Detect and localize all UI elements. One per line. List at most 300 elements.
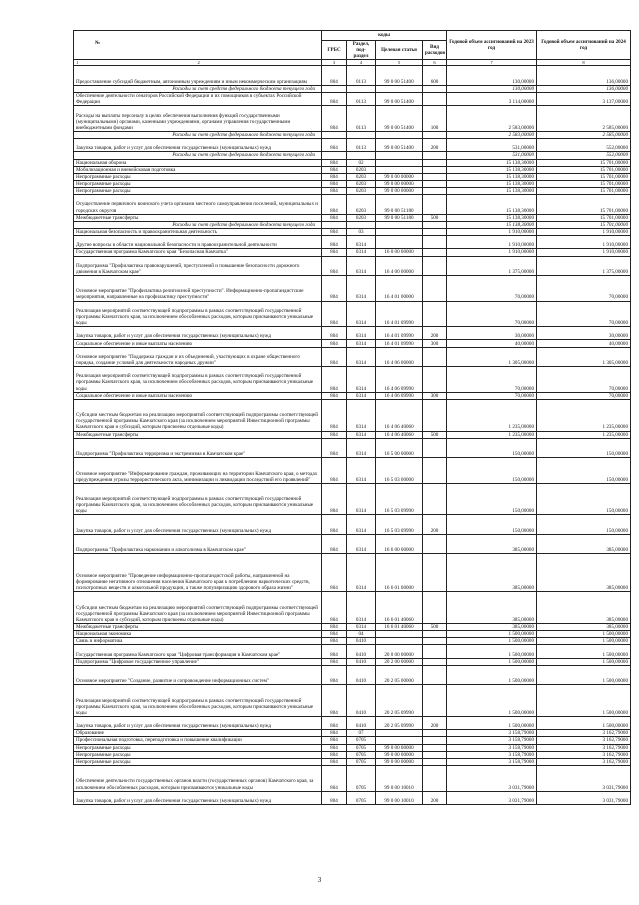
row-exp-type-cell (423, 367, 447, 393)
row-article-cell: 99 0 00 51400 (376, 93, 423, 106)
row-article-cell (376, 730, 423, 737)
row-y2024-cell: 552,00000 (537, 152, 631, 159)
row-y2024-cell: 1 235,00000 (537, 399, 631, 431)
row-exp-type-cell (423, 228, 447, 235)
row-exp-type-cell: 500 (423, 431, 447, 438)
row-name-cell: Государственная программа Камчатского края "Безопасная Камчатка" (74, 249, 322, 256)
row-y2023-cell: 1 910,00000 (447, 236, 537, 249)
table-row (74, 458, 631, 484)
row-exp-type-cell: 200 (423, 791, 447, 804)
row-section-cell: 0314 (347, 623, 376, 630)
row-y2023-cell: 15 138,30000 (447, 195, 537, 214)
index-cell: 3 (322, 60, 347, 66)
row-name-cell: Осуществление первичного воинского учета органами местного самоуправления поселений, муниципальных и городских округов (74, 195, 322, 214)
row-y2024-cell: 15 701,00000 (537, 159, 631, 166)
table-row (74, 347, 631, 366)
row-grbs-cell: 804 (322, 249, 347, 256)
page-number: 3 (317, 876, 322, 884)
row-article-cell: 99 0 00 51400 (376, 106, 423, 132)
row-section-cell: 0314 (347, 483, 376, 515)
row-name-cell: Реализация мероприятий соответствующей подпрограммы в рамках соответствующей государственной программы Камчатского края, за исключением обособленных расходов, которым присваиваются уникальные коды (74, 483, 322, 515)
row-y2024-cell: 150,00000 (537, 458, 631, 484)
row-section-cell: 0113 (347, 139, 376, 152)
row-grbs-cell: 804 (322, 66, 347, 85)
row-exp-type-cell (423, 534, 447, 553)
row-article-cell: 16 4 01 09990 (376, 327, 423, 340)
row-article-cell: 99 0 00 10010 (376, 791, 423, 804)
row-y2023-cell: 15 138,30000 (447, 173, 537, 180)
row-y2023-cell: 15 138,30000 (447, 166, 537, 173)
row-section-cell: 03 (347, 228, 376, 235)
row-article-cell: 16 4 06 40060 (376, 399, 423, 431)
row-name-cell: Национальная оборона (74, 159, 322, 166)
row-article-cell: 20 2 05 09990 (376, 685, 423, 717)
row-name-cell: Непрограммные расходы (74, 180, 322, 187)
row-grbs-cell: 804 (322, 515, 347, 534)
row-name-cell: Профессиональная подготовка, переподготовка и повышение квалификации (74, 737, 322, 744)
row-name-cell: Межбюджетные трансферты (74, 623, 322, 630)
row-y2023-cell: 3 158,79000 (447, 730, 537, 737)
row-exp-type-cell: 200 (423, 717, 447, 730)
row-name-cell: Расходы за счет средств федерального бюджета текущего года (74, 85, 322, 92)
row-y2023-cell: 1 375,00000 (447, 256, 537, 275)
row-grbs-cell: 804 (322, 228, 347, 235)
row-article-cell (376, 221, 423, 228)
table-note-row (74, 152, 631, 159)
row-y2023-cell: 70,00000 (447, 367, 537, 393)
row-name-cell: Подпрограмма "Профилактика правонарушений, преступлений и повышение безопасности дорожного движения в Камчатском крае" (74, 256, 322, 275)
row-name-cell: Основное мероприятие "Создание, развитие и сопровождение информационных систем" (74, 665, 322, 684)
table-note-row (74, 131, 631, 138)
row-y2023-cell: 3 158,79000 (447, 737, 537, 744)
table-row (74, 744, 631, 751)
row-y2023-cell: 40,00000 (447, 340, 537, 347)
table-row (74, 66, 631, 85)
row-y2024-cell: 150,00000 (537, 515, 631, 534)
table-row (74, 483, 631, 515)
row-section-cell: 02 (347, 159, 376, 166)
row-article-cell (376, 236, 423, 249)
row-grbs-cell: 804 (322, 554, 347, 592)
row-section-cell: 0314 (347, 275, 376, 301)
row-article-cell: 20 0 00 00000 (376, 645, 423, 658)
row-y2023-cell: 1 500,00000 (447, 665, 537, 684)
row-section-cell: 0314 (347, 554, 376, 592)
header-grbs: ГРБС (322, 41, 347, 60)
row-exp-type-cell (423, 744, 447, 751)
row-section-cell: 0203 (347, 166, 376, 173)
row-y2024-cell: 2 585,00000 (537, 106, 631, 132)
row-y2023-cell: 3 031,79000 (447, 766, 537, 792)
row-y2024-cell: 40,00000 (537, 340, 631, 347)
row-name-cell: Мобилизационная и вневойсковая подготовка (74, 166, 322, 173)
row-grbs-cell: 804 (322, 645, 347, 658)
row-name-cell: Закупка товаров, работ и услуг для обеспечения государственных (муниципальных) нужд (74, 791, 322, 804)
table-row (74, 515, 631, 534)
row-article-cell: 99 0 00 00000 (376, 744, 423, 751)
row-grbs-cell: 804 (322, 327, 347, 340)
row-y2024-cell: 3 162,79000 (537, 751, 631, 758)
row-y2023-cell: 2 583,00000 (447, 131, 537, 138)
row-name-cell: Непрограммные расходы (74, 758, 322, 765)
row-article-cell: 16 4 01 09990 (376, 301, 423, 327)
row-y2024-cell: 3 031,79000 (537, 766, 631, 792)
row-y2023-cell: 130,00000 (447, 85, 537, 92)
row-name-cell: Подпрограмма "Профилактика наркомании и алкоголизма в Камчатском крае" (74, 534, 322, 553)
row-section-cell: 0314 (347, 399, 376, 431)
row-name-cell: Социальное обеспечение и иные выплаты населению (74, 340, 322, 347)
row-section-cell: 0203 (347, 188, 376, 195)
row-grbs-cell: 804 (322, 173, 347, 180)
row-y2023-cell: 15 138,30000 (447, 159, 537, 166)
table-row (74, 392, 631, 399)
row-article-cell: 99 0 00 51400 (376, 66, 423, 85)
row-exp-type-cell (423, 751, 447, 758)
row-section-cell: 0314 (347, 367, 376, 393)
row-section-cell: 0314 (347, 256, 376, 275)
row-y2023-cell: 15 138,30000 (447, 221, 537, 228)
table-row (74, 256, 631, 275)
row-y2023-cell: 15 138,30000 (447, 188, 537, 195)
row-article-cell: 16 5 03 00000 (376, 458, 423, 484)
row-y2024-cell: 70,00000 (537, 367, 631, 393)
row-y2024-cell: 15 701,00000 (537, 180, 631, 187)
table-row (74, 534, 631, 553)
index-cell: 8 (537, 60, 631, 66)
row-article-cell: 16 6 00 00000 (376, 534, 423, 553)
row-exp-type-cell: 500 (423, 623, 447, 630)
row-section-cell: 0410 (347, 665, 376, 684)
row-y2024-cell: 2 585,00000 (537, 131, 631, 138)
row-y2024-cell: 1 910,00000 (537, 236, 631, 249)
row-exp-type-cell: 600 (423, 66, 447, 85)
table-row (74, 554, 631, 592)
row-article-cell: 20 2 05 00000 (376, 665, 423, 684)
row-name-cell: Расходы за счет средств федерального бюджета текущего года (74, 221, 322, 228)
row-article-cell: 99 0 00 10010 (376, 766, 423, 792)
row-name-cell: Подпрограмма "Профилактика терроризма и экстремизма в Камчатском крае" (74, 438, 322, 457)
row-section-cell: 0113 (347, 106, 376, 132)
row-y2024-cell: 385,00000 (537, 534, 631, 553)
row-grbs-cell: 804 (322, 623, 347, 630)
row-y2023-cell: 1 500,00000 (447, 645, 537, 658)
row-exp-type-cell (423, 766, 447, 792)
row-grbs-cell (322, 221, 347, 228)
table-row (74, 139, 631, 152)
row-exp-type-cell (423, 483, 447, 515)
row-exp-type-cell (423, 159, 447, 166)
row-exp-type-cell: 100 (423, 106, 447, 132)
row-name-cell: Расходы за счет средств федерального бюджета текущего года (74, 131, 322, 138)
row-article-cell (376, 166, 423, 173)
row-y2023-cell: 150,00000 (447, 483, 537, 515)
table-row (74, 717, 631, 730)
row-y2024-cell: 15 701,00000 (537, 166, 631, 173)
row-grbs-cell: 804 (322, 180, 347, 187)
table-row (74, 399, 631, 431)
header-article: Целевая статья (376, 41, 423, 60)
row-exp-type-cell (423, 638, 447, 645)
row-y2023-cell: 3 158,79000 (447, 751, 537, 758)
row-y2024-cell: 1 235,00000 (537, 431, 631, 438)
table-row (74, 106, 631, 132)
row-y2023-cell: 15 138,30000 (447, 180, 537, 187)
row-y2024-cell: 15 701,00000 (537, 173, 631, 180)
row-section-cell: 0314 (347, 438, 376, 457)
row-y2024-cell: 385,00000 (537, 554, 631, 592)
row-exp-type-cell (423, 592, 447, 624)
row-exp-type-cell: 300 (423, 392, 447, 399)
table-row (74, 737, 631, 744)
row-y2024-cell: 3 031,79000 (537, 791, 631, 804)
table-row (74, 236, 631, 249)
row-grbs-cell: 804 (322, 658, 347, 665)
row-exp-type-cell: 200 (423, 139, 447, 152)
row-grbs-cell: 804 (322, 159, 347, 166)
row-y2023-cell: 130,00000 (447, 66, 537, 85)
row-y2023-cell: 3 114,00000 (447, 93, 537, 106)
row-grbs-cell: 804 (322, 458, 347, 484)
row-exp-type-cell (423, 85, 447, 92)
row-y2023-cell: 531,00000 (447, 152, 537, 159)
row-section-cell: 0314 (347, 431, 376, 438)
row-exp-type-cell (423, 131, 447, 138)
row-exp-type-cell (423, 685, 447, 717)
header-num: № (94, 40, 101, 47)
header-codes: коды (322, 31, 447, 41)
row-exp-type-cell (423, 188, 447, 195)
row-y2024-cell: 1 910,00000 (537, 228, 631, 235)
row-y2023-cell: 385,00000 (447, 623, 537, 630)
table-row (74, 249, 631, 256)
row-section-cell: 0314 (347, 347, 376, 366)
row-name-cell: Основное мероприятие "Профилактика религиозной преступности". Информационно-пропагандистские мероприятия, направленные на профилактику преступности" (74, 275, 322, 301)
table-row (74, 623, 631, 630)
row-name-cell: Обеспечение деятельности государственных органов власти (государственных органов) Камчатского края, за исключением обособленных расходов, которым присваиваются уникальные коды (74, 766, 322, 792)
row-grbs-cell (322, 152, 347, 159)
row-y2024-cell: 15 701,00000 (537, 188, 631, 195)
row-name-cell: Непрограммные расходы (74, 173, 322, 180)
row-grbs-cell: 804 (322, 730, 347, 737)
row-exp-type-cell (423, 301, 447, 327)
row-y2023-cell: 1 910,00000 (447, 228, 537, 235)
row-exp-type-cell (423, 438, 447, 457)
row-name-cell: Государственная программа Камчатского края "Цифровая трансформация в Камчатском крае" (74, 645, 322, 658)
row-article-cell: 99 0 00 00000 (376, 758, 423, 765)
row-exp-type-cell (423, 737, 447, 744)
row-exp-type-cell (423, 399, 447, 431)
row-grbs-cell: 804 (322, 534, 347, 553)
table-row (74, 228, 631, 235)
row-article-cell: 20 2 00 00000 (376, 658, 423, 665)
row-section-cell: 0705 (347, 791, 376, 804)
row-exp-type-cell (423, 275, 447, 301)
row-grbs-cell: 804 (322, 631, 347, 638)
row-grbs-cell: 804 (322, 638, 347, 645)
row-grbs-cell: 804 (322, 166, 347, 173)
budget-table (73, 30, 631, 805)
row-grbs-cell: 804 (322, 665, 347, 684)
row-y2023-cell: 70,00000 (447, 301, 537, 327)
table-row (74, 730, 631, 737)
row-grbs-cell: 804 (322, 744, 347, 751)
row-grbs-cell: 804 (322, 717, 347, 730)
row-y2023-cell: 1 235,00000 (447, 399, 537, 431)
header-section: Раздел, под-раздел (347, 41, 376, 60)
row-exp-type-cell (423, 730, 447, 737)
row-name-cell: Основное мероприятие "Информирование граждан, проживающих на территории Камчатского края, о методах предупреждения угрозы террористического акта, минимизации и ликвидации последствий его проявлений" (74, 458, 322, 484)
row-grbs-cell: 804 (322, 392, 347, 399)
index-cell: 7 (447, 60, 537, 66)
row-exp-type-cell (423, 195, 447, 214)
row-exp-type-cell (423, 554, 447, 592)
row-grbs-cell: 804 (322, 236, 347, 249)
index-cell: 5 (376, 60, 423, 66)
row-name-cell: Связь и информатика (74, 638, 322, 645)
table-row (74, 751, 631, 758)
row-exp-type-cell (423, 458, 447, 484)
row-section-cell: 0410 (347, 645, 376, 658)
row-grbs-cell: 804 (322, 214, 347, 221)
row-grbs-cell: 804 (322, 301, 347, 327)
row-y2024-cell: 3 162,79000 (537, 730, 631, 737)
row-article-cell: 99 0 00 51180 (376, 214, 423, 221)
row-grbs-cell: 804 (322, 438, 347, 457)
row-grbs-cell: 804 (322, 256, 347, 275)
row-grbs-cell (322, 85, 347, 92)
row-name-cell: Межбюджетные трансферты (74, 214, 322, 221)
row-section-cell (347, 152, 376, 159)
table-row (74, 327, 631, 340)
table-row (74, 592, 631, 624)
row-article-cell (376, 737, 423, 744)
table-row (74, 766, 631, 792)
row-article-cell: 16 4 01 00000 (376, 275, 423, 301)
row-name-cell: Национальная безопасность и правоохранительная деятельность (74, 228, 322, 235)
row-grbs-cell: 804 (322, 188, 347, 195)
table-row (74, 173, 631, 180)
row-section-cell: 0705 (347, 744, 376, 751)
row-exp-type-cell: 200 (423, 327, 447, 340)
row-grbs-cell: 804 (322, 791, 347, 804)
row-section-cell: 0203 (347, 180, 376, 187)
row-y2024-cell: 3 162,79000 (537, 744, 631, 751)
row-grbs-cell: 804 (322, 483, 347, 515)
table-row (74, 645, 631, 658)
row-section-cell: 0410 (347, 717, 376, 730)
row-y2023-cell: 1 500,00000 (447, 685, 537, 717)
row-name-cell: Непрограммные расходы (74, 744, 322, 751)
table-row (74, 431, 631, 438)
row-section-cell: 0314 (347, 515, 376, 534)
row-name-cell: Основное мероприятие "Проведение информационно-пропагандистской работы, направленной на формирование негативного отношения населения Камчатского края к потреблению наркотических средств, психотропных веществ и алкогольной продукции, а также популяризацию здорового образа жизни" (74, 554, 322, 592)
row-y2024-cell: 385,00000 (537, 623, 631, 630)
row-section-cell: 0410 (347, 685, 376, 717)
row-name-cell: Непрограммные расходы (74, 188, 322, 195)
row-y2024-cell: 70,00000 (537, 301, 631, 327)
row-y2023-cell: 1 910,00000 (447, 249, 537, 256)
row-section-cell: 0705 (347, 737, 376, 744)
row-name-cell: Расходы на выплаты персоналу в целях обеспечения выполнения функций государственными (муниципальными) органами, казенными учреждениями, органами управления государственными внебюджетными фондами (74, 106, 322, 132)
row-name-cell: Реализация мероприятий соответствующей подпрограммы в рамках соответствующей государственной программы Камчатского края, за исключением обособленных расходов, которым присваиваются уникальные коды (74, 685, 322, 717)
table-row (74, 340, 631, 347)
row-exp-type-cell (423, 180, 447, 187)
table-row (74, 301, 631, 327)
row-name-cell: Расходы за счет средств федерального бюджета текущего года (74, 152, 322, 159)
row-grbs-cell: 804 (322, 93, 347, 106)
row-section-cell: 0314 (347, 236, 376, 249)
row-y2024-cell: 1 500,00000 (537, 631, 631, 638)
row-exp-type-cell (423, 665, 447, 684)
row-exp-type-cell (423, 658, 447, 665)
index-cell: 1 2 (74, 60, 322, 66)
header-name (74, 31, 322, 60)
table-header (74, 31, 631, 66)
table-row (74, 791, 631, 804)
row-y2024-cell: 385,00000 (537, 592, 631, 624)
row-grbs-cell: 804 (322, 592, 347, 624)
row-grbs-cell: 804 (322, 106, 347, 132)
row-y2024-cell: 15 701,00000 (537, 221, 631, 228)
row-section-cell: 0113 (347, 66, 376, 85)
row-y2023-cell: 150,00000 (447, 458, 537, 484)
row-y2023-cell: 531,00000 (447, 139, 537, 152)
row-grbs-cell: 804 (322, 347, 347, 366)
row-section-cell: 0203 (347, 195, 376, 214)
row-article-cell: 16 4 01 09990 (376, 340, 423, 347)
row-y2024-cell: 70,00000 (537, 275, 631, 301)
table-row (74, 665, 631, 684)
table-row (74, 188, 631, 195)
table-row (74, 631, 631, 638)
row-y2024-cell: 1 305,00000 (537, 347, 631, 366)
row-y2024-cell: 1 375,00000 (537, 256, 631, 275)
table-row (74, 685, 631, 717)
row-exp-type-cell (423, 249, 447, 256)
row-article-cell: 99 0 00 51180 (376, 195, 423, 214)
row-name-cell: Другие вопросы в области национальной безопасности и правоохранительной деятельности (74, 236, 322, 249)
row-section-cell: 0314 (347, 392, 376, 399)
table-row (74, 214, 631, 221)
row-y2023-cell: 70,00000 (447, 275, 537, 301)
table-row (74, 758, 631, 765)
row-section-cell: 0705 (347, 758, 376, 765)
row-y2023-cell: 1 235,00000 (447, 431, 537, 438)
row-section-cell (347, 131, 376, 138)
index-cell: 4 (347, 60, 376, 66)
row-y2023-cell: 3 031,79000 (447, 791, 537, 804)
row-exp-type-cell (423, 152, 447, 159)
row-exp-type-cell (423, 166, 447, 173)
row-name-cell: Подпрограмма "Цифровое государственное управление" (74, 658, 322, 665)
row-y2024-cell: 30,00000 (537, 327, 631, 340)
row-exp-type-cell (423, 758, 447, 765)
row-y2023-cell: 2 583,00000 (447, 106, 537, 132)
row-name-cell: Закупка товаров, работ и услуг для обеспечения государственных (муниципальных) нужд (74, 515, 322, 534)
row-y2023-cell: 1 500,00000 (447, 631, 537, 638)
row-grbs-cell: 804 (322, 685, 347, 717)
row-exp-type-cell: 200 (423, 515, 447, 534)
row-section-cell: 0410 (347, 658, 376, 665)
row-y2023-cell: 385,00000 (447, 554, 537, 592)
row-y2024-cell: 3 162,79000 (537, 737, 631, 744)
row-exp-type-cell: 500 (423, 214, 447, 221)
table-row (74, 166, 631, 173)
header-y2024: Годовой объем ассигнований на 2024 год (537, 31, 631, 60)
table-row (74, 93, 631, 106)
row-section-cell: 0203 (347, 214, 376, 221)
row-section-cell: 0113 (347, 93, 376, 106)
